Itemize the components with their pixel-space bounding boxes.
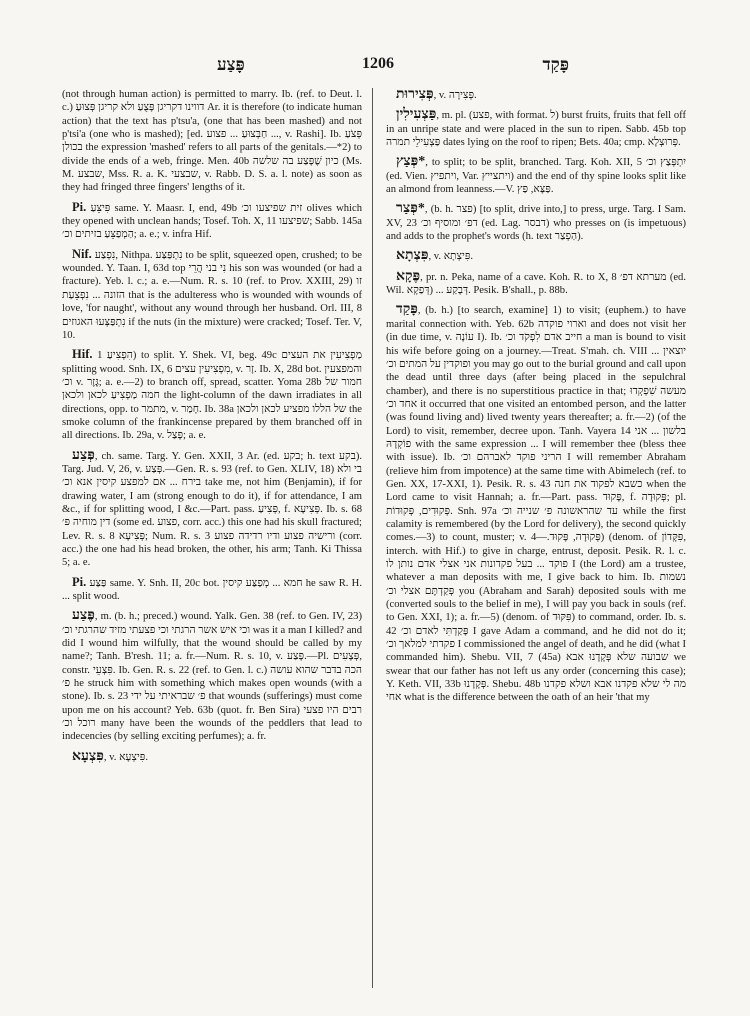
entry-text: m. (b. h.; preced.) wound. Yalk. Gen. 38 (ref. to Gen. IV, 23) וכי איש אשר הרגתי וכי פצעתי מזיד שהרגתי וכ׳ was it a man I killed? and did I wound him wilfully, that the wound should be called by my name?; Tanh. B'resh. 11; a. fr.—Num. R. s. 10, v. פָּצַע.—Pl. פְּצָעִים, constr. פִּצְעֵי. Ib. Gen. R. s. 22 (ref. to Gen. l. c.) הכה בדבר שהוא עושה פ׳ he struck him with something which makes open wounds (with a stone). Ib. s. 23 פ׳ שבראיתי על ידי that wounds (sufferings) must come upon me on his account? Yeb. 63b (quot. fr. Ben Sira) רבים היו פצעי רוכל וכ׳ many have been the wounds of the peddlers that lead to indecencies (by selling exciting perfumes); a. fr. [62, 611, 362, 743]
right-column [386, 88, 686, 998]
dictionary-entry [62, 348, 362, 442]
entry-text: to split; to be split, branched. Targ. Koh. XII, 5 יִתְפְּצַץ וכ׳ (ed. Vien. ויתפיץ, Var. ויתצייץ) and the end of thy spine looks split like an almond from leanness.—V. פַּצָּא, פַּץ. [386, 157, 686, 196]
entry-stem-label: Pi. [72, 199, 87, 214]
column-divider [372, 88, 373, 988]
entry-headword: פְּצַר* [396, 201, 425, 217]
entry-text: נִפְצַע, Nithpa. נִתְפַּצַּע to be split, squeezed open, crushed; to be wounded. Y. Taan. I, 63d top נִי בני הֲרֵי his son was wounded (or had a fracture). Yeb. l. c.; a. e.—Num. R. s. 10 (ref. to Prov. XXIII, 29) זו הזונה ... נִפְצֵעַת that is the adulteress who is wounded with wounds of love, 'for naught', without any wound through her husband. Orl. III, 8 נִתְפַּצְּעוּ האגוזים if the nuts (in the mixture) were cracked; Tosef. Ter. V, 10. [62, 249, 362, 341]
entry-text: פִּיצֵּעַ same. Y. Maasr. I, end, 49b זית שפיצעו וכ׳ olives which they opened with unclean hands; Tosef. Toh. X, 11 שפיצעו; Sabb. 145a הַמְפַצֵּעַ בזיתים וכ׳; a. e.; v. infra Hif. [62, 202, 362, 241]
dictionary-entry: פֶּצַע, m. (b. h.; preced.) wound. Yalk. Gen. 38 (ref. to Gen. IV, 23) וכי איש אשר הרגתי וכי פצעתי מזיד שהרגתי וכ׳ was it a man I killed? and did I wound him wilfully, that the wound should be called by my name?; Tanh. B'resh. 11; a. fr.—Num. R. s. 10, v. פָּצַע.—Pl. פְּצָעִים, constr. פִּצְעֵי. Ib. Gen. R. s. 22 (ref. to Gen. l. c.) הכה בדבר שהוא עושה פ׳ he struck him with something which makes open wounds (with a stone). Ib. s. 23 פ׳ שבראיתי על ידי that wounds (sufferings) must come upon me on his account? Yeb. 63b (quot. fr. Ben Sira) רבים היו פצעי רוכל וכ׳ many have been the wounds of the peddlers that lead to indecencies (by selling exciting perfumes); a. fr. [62, 608, 362, 743]
dictionary-entry: פְּצַר*, (b. h. פצר) [to split, drive into,] to press, urge. Targ. I Sam. XV, 23 דפ׳ ומוסיף וכ׳ (ed. Lag. דבסר) who presses on (is impetuous) and adds to the prophet's words (h. text הַפְצַר). [386, 201, 686, 243]
entry-text: v. פְּצִירָה. [438, 90, 477, 101]
dictionary-entry: פִּצְעָא, v. פִּיצְעָא. [72, 748, 148, 764]
entry-text: (b. h.) [to search, examine] 1) to visit; (euphem.) to have marital connection with. Yeb. 62b וארוי פוקדה and does not visit her (in due time, v. עוֹנָה I). Ib. חייב אדם לִפְקֹד וכ׳ a man is bound to visit his wife before going on a journey.—Treat. S'mah. ch. VIII יוצאין ... ופוקדין על המתים וכ׳ you may go out to the burial ground and call upon the dead until three days (after being placed in the sepulchral chamber), and there is no superstitious practice in that; מעשה שִׁפְקְדוּ אחד וכ׳ it occurred that one visited an entombed person, and the latter (was found living and) lived twenty years thereafter; a. fr.—2) (of the Lord) to visit, remember, decree upon. Tanh. Vayera 14 בלשון ... אני פוֹקְדָהּ with the same expression ... I will remember thee (bless thee with issue). Ib. הריני פוקד לאברהם וכ׳ I will remember Abraham (relieve him from impotence) at the same time with Abimelech (ref. to Gen. XX, 17-XXI, 1). Pesik. R. s. 43 כשבא לפקוד את חנה when the Lord came to visit Hannah; a. fr.—Part. pass. פָּקוּד, f. פְּקוּדָה; pl. פְּקוּדִים, פְּקוּדוֹת. Snh. 97a עד שהראשונה פ׳ שנייה וכ׳ while the first calamity is remembered (by the Lord for delivery), the second quickly comes.—3) to count, muster; v. פְּקוּדָה, פָּקוּד.—4) (denom. of פִּקָּדוֹן, interch. with Hif.) to give in charge, entrust, deposit. Pesik. R. l. c. פוקד ... בעל פקדונות אני אצלי אדם נותן לו I (the Lord) am a trustee, whatever a man deposits with me, I give back to him. Ib. נשמות פְּקַדְתֶּם אצלי וכ׳ you (Abraham and Sarah) deposited souls with me (converted souls to the belief in me), I will pay you back in souls (ref. to Gen. XXI, 1); a. fr.—5) (denom. of פִּקּוּד) to command, order. Ib. s. 42 פָּקַדְתִּי לאדם וכ׳ I gave Adam a command, and he did not do it; פקדתי למלאך וכ׳ I commissioned the angel of death, and he did (what I commanded him). Shebu. VII, 7 (45a) שבועה שלא פְּקָדָנוּ אבא we swear that our father has not left us any order (concerning this case); Y. Keth. VII, 33b פְּקָדָנוּ. Shebu. 48b מה לי שלא פקדנו אבא ושלא פקדנו אחי what is the difference between the oath of an heir 'that my [386, 305, 686, 704]
dictionary-entry [62, 88, 362, 195]
entry-text: m. pl. (פצע, with format. ל) burst fruits, fruits that fell off in an unripe state and were placed in the sun to ripen. Sabb. 45b top פַּצְעִילֵי תמרה dates lying on the roof to ripen; Bets. 40a; cmp. פְּרוּצְלָא. [386, 110, 686, 149]
entry-headword: פְּצַץ* [396, 154, 426, 170]
dictionary-entry: פַּצְעִילִין, m. pl. (פצע, with format. ל) burst fruits, fruits that fell off in an unripe state and were placed in the sun to ripen. Sabb. 45b top פַּצְעִילֵי תמרה dates lying on the roof to ripen; Bets. 40a; cmp. פְּרוּצְלָא. [386, 107, 686, 149]
dictionary-entry: פְּצִירוּת, v. פְּצִירָה. [396, 88, 477, 102]
left-column [62, 88, 362, 998]
entry-text: (b. h. פצר) [to split, drive into,] to press, urge. Targ. I Sam. XV, 23 דפ׳ ומוסיף וכ׳ (ed. Lag. דבסר) who presses on (is impetuous) and adds to the prophet's words (h. text הַפְצַר). [386, 204, 686, 243]
entry-headword: פֶּצַע [72, 608, 95, 624]
dictionary-entry [62, 248, 362, 342]
entry-headword: פִּצְעָא [72, 748, 104, 764]
entry-headword: פְּצִירוּת [396, 88, 434, 102]
entry-headword: פִּצְתָא [396, 248, 429, 264]
entry-stem-label: Nif. [72, 246, 92, 261]
dictionary-entry: פְּצַע, ch. same. Targ. Y. Gen. XXII, 3 Ar. (ed. בקע; h. text בקע). Targ. Jud. V, 26, v. פְּצַע.—Gen. R. s. 93 (ref. to Gen. XLIV, 18) בי ולא בירח ... אם למפצע קיסין אנא וכ׳ take me, not him (Benjamin), if for drawing water, I am (strong enough to do it), if for attendance, I am &c., if for splitting wood, I &c.—Part. pass. פְּצִיעַ, f. פְּצִיעָא. Ib. s. 68 דין מוחיה פּ׳ (some ed. פצוע, corr. acc.) this one had his skull fractured; Lev. R. s. 8 פְּצִיעָא; Num. R. s. 3 ורישיה פצוע ודיו רדידה פצוע (corr. acc.) the one had his head broken, the other, his arm; Tanh. Ki Thissa 5; a. e. [62, 447, 362, 569]
dictionary-entry: פִּצְתָא, v. פִּיצְתָא. [396, 248, 474, 264]
entry-text: (not through human action) is permitted to marry. Ib. (ref. to Deut. l. c.) דווינו דקריגן פָּצֻעַ ולא קריגן פְּצוּעַ Ar. it is therefore (to indicate human action) that the text has p'tsu'a, (one that has been mashed) and not p'tsi'a (one who is mashed); [ed. חַבְּצוּעַ ... פצוע ..., v. Rashi]. Ib. פְּצֹעַ בכולן the expression 'mashed' refers to all parts of the genitals.—*2) to divide the ends of a web, fringe. Men. 40b כיון שֶׁפָּצַע בה שלשה (Ms. M. שבצע, Mss. R. a. K. שבצעי, v. Rabb. D. S. a. l. note) as soon as they had fringed three fingers' lengths of it. [62, 89, 362, 194]
entry-text: v. פִּיצְתָא. [433, 251, 474, 263]
dictionary-entry [62, 201, 362, 242]
entry-stem-label: Pi. [72, 574, 87, 589]
entry-headword: פְּצַע [72, 447, 95, 463]
dictionary-entry: פְּצַץ*, to split; to be split, branched. Targ. Koh. XII, 5 יִתְפְּצַץ וכ׳ (ed. Vien. ויתפיץ, Var. ויתצייץ) and the end of thy spine looks split like an almond from leanness.—V. פַּצָּא, פַּץ. [386, 154, 686, 196]
running-headword-right: פָּקַד [542, 55, 569, 74]
entry-text: v. פִּיצְעָא. [109, 751, 148, 763]
entry-stem-label: Hif. [72, 347, 93, 362]
page-header [62, 55, 694, 81]
page-number: 1206 [362, 55, 394, 72]
entry-text: pr. n. Peka, name of a cave. Koh. R. to X, 8 מערתא דפ׳ (ed. Wil. דְּפַקָא) ... דְּבָקַע. Pesik. B'shall., p. 88b. [386, 271, 686, 297]
dictionary-entry [62, 576, 362, 604]
entry-text: פַּצַּע same. Y. Snh. II, 20c bot. חמא ... מְפַצַּע קיסין he saw R. H. ... split wood. [62, 577, 362, 603]
entry-headword: פָּקַד [396, 302, 418, 318]
dictionary-entry: פֶּקָא, pr. n. Peka, name of a cave. Koh. R. to X, 8 מערתא דפ׳ (ed. Wil. דְּפַקָא) ... דְּבָקַע. Pesik. B'shall., p. 88b. [386, 268, 686, 297]
running-headword-left: פָּצַע [217, 55, 245, 74]
entry-headword: פֶּקָא [396, 268, 421, 284]
entry-headword: פַּצְעִילִין [396, 107, 437, 123]
entry-text: הִפְצִיעַ 1) to split. Y. Shek. VI, beg. 49c מַפְצִיעִין את העצים splitting wood. Snh. IX, 6 מִפְצִיעִין עצים, v. זָר. Ib. X, 28d bot. והמפצעין וכ׳ v. גֶּזֶר; a. e.—2) to branch off, spread, scatter. Yoma 28b חמור של חמה מַפְצִיעַ לכאן ולכאן the light-column of the dawn irradiates in all directions, opp. to מתמר, v. חָמַר. Ib. 38a של הללו מפציע לכאן ולכאן the smoke column of the frankincense prepared by them branched off in all directions. Ib. 29a, v. פָּצַל; a. e. [62, 350, 362, 442]
entry-text: ch. same. Targ. Y. Gen. XXII, 3 Ar. (ed. בקע; h. text בקע). Targ. Jud. V, 26, v. פְּצַע.—Gen. R. s. 93 (ref. to Gen. XLIV, 18) בי ולא בירח ... אם למפצע קיסין אנא וכ׳ take me, not him (Benjamin), if for drawing water, I am (strong enough to do it), if for attendance, I am &c., if for splitting wood, I &c.—Part. pass. פְּצִיעַ, f. פְּצִיעָא. Ib. s. 68 דין מוחיה פּ׳ (some ed. פצוע, corr. acc.) this one had his skull fractured; Lev. R. s. 8 פְּצִיעָא; Num. R. s. 3 ורישיה פצוע ודיו רדידה פצוע (corr. acc.) the one had his head broken, the other, his arm; Tanh. Ki Thissa 5; a. e. [62, 450, 362, 569]
dictionary-entry: פָּקַד, (b. h.) [to search, examine] 1) to visit; (euphem.) to have marital connection with. Yeb. 62b וארוי פוקדה and does not visit her (in due time, v. עוֹנָה I). Ib. חייב אדם לִפְקֹד וכ׳ a man is bound to visit his wife before going on a journey.—Treat. S'mah. ch. VIII יוצאין ... ופוקדין על המתים וכ׳ you may go out to the burial ground and call upon the dead until three days (after being placed in the sepulchral chamber), and there is no superstitious practice in that; מעשה שִׁפְקְדוּ אחד וכ׳ it occurred that one visited an entombed person, and the latter (was found living and) lived twenty years thereafter; a. fr.—2) (of the Lord) to visit, remember, decree upon. Tanh. Vayera 14 בלשון ... אני פוֹקְדָהּ with the same expression ... I will remember thee (bless thee with issue). Ib. הריני פוקד לאברהם וכ׳ I will remember Abraham (relieve him from impotence) at the same time with Abimelech (ref. to Gen. XX, 17-XXI, 1). Pesik. R. s. 43 כשבא לפקוד את חנה when the Lord came to visit Hannah; a. fr.—Part. pass. פָּקוּד, f. פְּקוּדָה; pl. פְּקוּדִים, פְּקוּדוֹת. Snh. 97a עד שהראשונה פ׳ שנייה וכ׳ while the first calamity is remembered (by the Lord for delivery), the second quickly comes.—3) to count, muster; v. פְּקוּדָה, פָּקוּד.—4) (denom. of פִּקָּדוֹן, interch. with Hif.) to give in charge, entrust, deposit. Pesik. R. l. c. פוקד ... בעל פקדונות אני אצלי אדם נותן לו I (the Lord) am a trustee, whatever a man deposits with me, I give back to him. Ib. נשמות פְּקַדְתֶּם אצלי וכ׳ you (Abraham and Sarah) deposited souls with me (converted souls to the belief in me), I will pay you back in souls (ref. to Gen. XXI, 1); a. fr.—5) (denom. of פִּקּוּד) to command, order. Ib. s. 42 פָּקַדְתִּי לאדם וכ׳ I gave Adam a command, and he did not do it; פקדתי למלאך וכ׳ I commissioned the angel of death, and he did (what I commanded him). Shebu. VII, 7 (45a) שבועה שלא פְּקָדָנוּ אבא we swear that our father has not left us any order (concerning this case); Y. Keth. VII, 33b פְּקָדָנוּ. Shebu. 48b מה לי שלא פקדנו אבא ושלא פקדנו אחי what is the difference between the oath of an heir 'that my [386, 302, 686, 704]
